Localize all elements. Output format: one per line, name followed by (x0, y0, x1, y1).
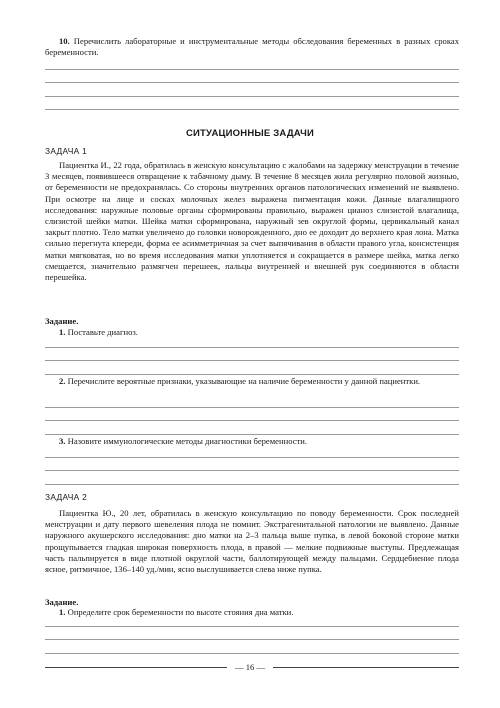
answer-lines (45, 613, 459, 654)
question-text: Перечислите вероятные признаки, указывающие на наличие беременности у данной пациентки. (67, 376, 421, 386)
answer-line[interactable] (45, 348, 459, 362)
question-text: Перечислить лабораторные и инструментальные методы обследования беременных в разных сроках беременности. (45, 36, 459, 58)
answer-line[interactable] (45, 56, 459, 70)
question-number: 1. (59, 327, 66, 337)
task-1-assignment-heading: Задание. (45, 316, 79, 326)
question-text: Поставьте диагноз. (67, 327, 138, 337)
section-title: СИТУАЦИОННЫЕ ЗАДАЧИ (185, 128, 315, 139)
answer-line[interactable] (45, 471, 459, 485)
page-number: — 16 — (234, 662, 266, 672)
answer-lines (45, 394, 459, 435)
task-2-assignment-heading: Задание. (45, 597, 79, 607)
task-1-question-2 (45, 376, 459, 387)
answer-line[interactable] (45, 361, 459, 375)
answer-line[interactable] (45, 97, 459, 111)
answer-line[interactable] (45, 613, 459, 627)
question-number: 3. (59, 436, 66, 446)
answer-line[interactable] (45, 627, 459, 641)
answer-line[interactable] (45, 334, 459, 348)
task-2-label: ЗАДАЧА 2 (45, 492, 88, 502)
answer-line[interactable] (45, 70, 459, 84)
answer-lines (45, 56, 459, 110)
answer-line[interactable] (45, 458, 459, 472)
question-number: 2. (59, 376, 66, 386)
question-text: Назовите иммунологические методы диагностики беременности. (67, 436, 308, 446)
answer-line[interactable] (45, 421, 459, 435)
task-2-body: Пациентка Ю., 20 лет, обратилась в женскую консультацию по поводу беременности. Срок последней менструации и дату первого шевеления плода не помнит. Экстрагенитальной патологии не выявлено. Данные наружного акушерского исследования: дно матки на 2–3 пальца выше пупка, в левой боковой стороне матки прощупывается гладкая широкая поверхность плода, в правой — мелкие подвижные выступы. Предлежащая часть пальпируется в виде плотной округлой части, баллотирующей между пальцами. Сердцебиение плода ясное, ритмичное, 136–140 уд./мин, ясно выслушивается слева ниже пупка. (45, 508, 459, 575)
answer-line[interactable] (45, 640, 459, 654)
answer-lines (45, 334, 459, 375)
answer-line[interactable] (45, 394, 459, 408)
answer-line[interactable] (45, 444, 459, 458)
task-1-body: Пациентка И., 22 года, обратилась в женскую консультацию с жалобами на задержку менструации в течение 3 месяцев, появившееся отвращение к табачному дыму. В течение 8 месяцев жила регулярно половой жизнью, от беременности не предохранялась. Со стороны внутренних органов патологических изменений не выявлено. При осмотре на лице и сосках молочных желез выражена пигментация кожи. Данные влагалищного исследования: наружные половые органы сформированы правильно, выражен цианоз слизистой влагалища, слизистой шейки матки. Шейка матки сформирована, наружный зев округлой формы, цервикальный канал закрыт плотно. Тело матки увеличено до головки новорожденного, дно ее доходит до верхнего края лона. Матка сильно перегнута кпереди, форма ее асимметричная за счет выпячивания в области правого угла, консистенция матки мягковатая, но во время исследования матки уплотняется и сокращается в размере шейка, матка легко смещается, значительно размягчен перешеек, пальцы внутренней и внешней рук соединяются в области перешейка. (45, 160, 459, 283)
question-text: Определите срок беременности по высоте стояния дна матки. (67, 607, 294, 617)
question-number: 10. (59, 36, 70, 46)
answer-line[interactable] (45, 83, 459, 97)
question-number: 1. (59, 607, 66, 617)
task-1-label: ЗАДАЧА 1 (45, 146, 88, 156)
answer-lines (45, 444, 459, 485)
answer-line[interactable] (45, 408, 459, 422)
footer-rule-right (273, 667, 459, 668)
